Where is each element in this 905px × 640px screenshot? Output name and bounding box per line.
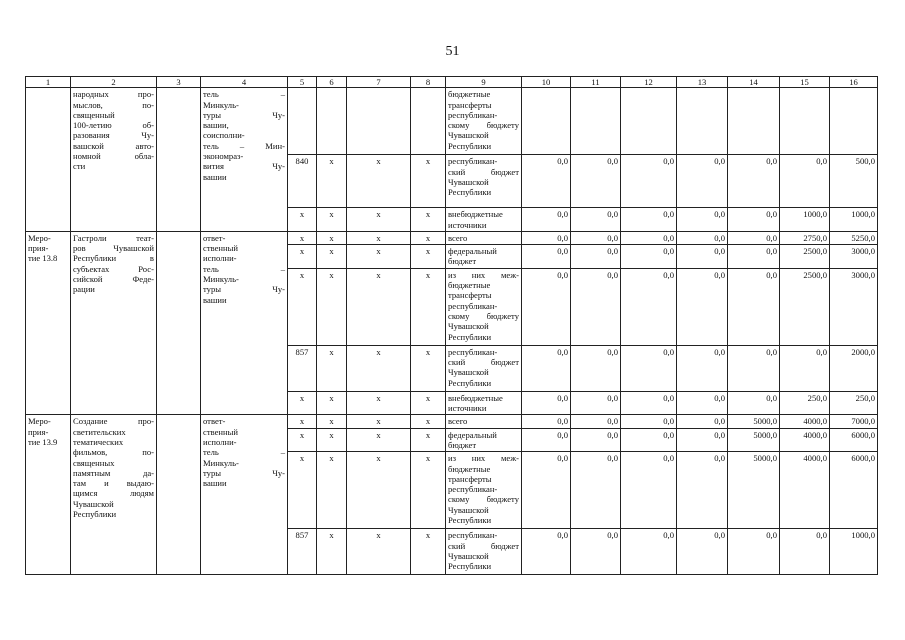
code-cell-c5: х [288, 415, 317, 428]
executor-cell [201, 231, 288, 414]
value-cell: 0,0 [677, 391, 728, 415]
column-number-6: 6 [317, 77, 347, 88]
code-cell-c5: 840 [288, 155, 317, 208]
value-cell: 0,0 [571, 155, 621, 208]
empty-cell [677, 88, 728, 155]
value-cell: 6000,0 [830, 452, 878, 529]
code-cell-c8: х [411, 245, 446, 269]
funding-source-line: Республики [448, 377, 492, 388]
funding-source-cell [446, 231, 522, 244]
code-cell-c7: х [347, 529, 411, 575]
executor-line: вашии [203, 294, 227, 305]
empty-cell [157, 231, 201, 414]
funding-source-line: республикан- [448, 484, 498, 495]
value-cell: 0,0 [621, 415, 677, 428]
value-cell: 0,0 [571, 415, 621, 428]
event-name-line: тематических [73, 436, 124, 447]
funding-source-cell [446, 88, 522, 155]
event-number-line: Меро- [28, 416, 51, 427]
code-cell-c5: х [288, 268, 317, 345]
value-cell: 0,0 [522, 345, 571, 391]
value-cell: 0,0 [677, 452, 728, 529]
value-cell: 0,0 [522, 155, 571, 208]
budget-table [25, 76, 878, 575]
code-cell-c5: 857 [288, 529, 317, 575]
event-number-line: прия- [28, 426, 49, 437]
code-cell-c6: х [317, 529, 347, 575]
value-cell: 0,0 [677, 529, 728, 575]
event-name-line: там и выдаю- [73, 478, 154, 489]
code-cell-c5: х [288, 391, 317, 415]
event-name-line: Республики в [73, 253, 154, 264]
event-number-line: тие 13.9 [28, 436, 58, 447]
value-cell: 0,0 [728, 208, 780, 232]
value-cell: 5000,0 [728, 452, 780, 529]
column-number-2: 2 [71, 77, 157, 88]
code-cell-c6: х [317, 452, 347, 529]
code-cell-c7: х [347, 155, 411, 208]
column-number-5: 5 [288, 77, 317, 88]
funding-source-cell [446, 428, 522, 452]
value-cell: 0,0 [522, 428, 571, 452]
value-cell: 3000,0 [830, 245, 878, 269]
event-name-line: Чувашской [73, 498, 114, 509]
funding-source-line: трансферты [448, 99, 492, 110]
empty-cell [780, 88, 830, 155]
value-cell: 0,0 [571, 208, 621, 232]
code-cell-c8: х [411, 452, 446, 529]
funding-source-cell [446, 391, 522, 415]
column-number-10: 10 [522, 77, 571, 88]
funding-source-line: всего [448, 416, 468, 427]
executor-line: вития Чу- [203, 161, 285, 172]
funding-source-line: Чувашской [448, 176, 489, 187]
value-cell: 0,0 [522, 529, 571, 575]
column-number-8: 8 [411, 77, 446, 88]
executor-line: вашии, [203, 120, 229, 131]
value-cell: 1000,0 [830, 529, 878, 575]
empty-cell [347, 88, 411, 155]
funding-source-line: Республики [448, 187, 492, 198]
event-name-line: Республики [73, 509, 117, 520]
column-number-15: 15 [780, 77, 830, 88]
table-row [26, 88, 878, 155]
value-cell: 4000,0 [780, 452, 830, 529]
code-cell-c5: х [288, 231, 317, 244]
page-number: 51 [445, 44, 460, 59]
value-cell: 500,0 [830, 155, 878, 208]
value-cell: 0,0 [522, 452, 571, 529]
funding-source-line: республикан- [448, 300, 498, 311]
value-cell: 0,0 [728, 245, 780, 269]
event-number-cell [26, 231, 71, 414]
funding-source-line: Республики [448, 561, 492, 572]
funding-source-line: источники [448, 219, 487, 230]
value-cell: 0,0 [522, 245, 571, 269]
funding-source-line: внебюджетные [448, 209, 503, 220]
event-name-cell [71, 415, 157, 575]
executor-line: экономраз- [203, 151, 244, 162]
funding-source-line: республикан- [448, 346, 498, 357]
funding-source-line: трансферты [448, 290, 492, 301]
event-name-line: народных про- [73, 89, 154, 100]
column-number-14: 14 [728, 77, 780, 88]
column-number-4: 4 [201, 77, 288, 88]
code-cell-c7: х [347, 231, 411, 244]
event-name-line: сийской Феде- [73, 274, 154, 285]
value-cell: 0,0 [728, 155, 780, 208]
value-cell: 3000,0 [830, 268, 878, 345]
value-cell: 4000,0 [780, 428, 830, 452]
event-name-line: фильмов, по- [73, 447, 154, 458]
event-name-line: священных [73, 457, 115, 468]
code-cell-c5: х [288, 428, 317, 452]
code-cell-c6: х [317, 208, 347, 232]
code-cell-c5: х [288, 245, 317, 269]
value-cell: 1000,0 [830, 208, 878, 232]
funding-source-line: трансферты [448, 473, 492, 484]
funding-source-cell [446, 345, 522, 391]
value-cell: 1000,0 [780, 208, 830, 232]
value-cell: 0,0 [728, 391, 780, 415]
code-cell-c8: х [411, 231, 446, 244]
value-cell: 0,0 [621, 529, 677, 575]
funding-source-line: из них меж- [448, 269, 519, 280]
executor-line: тель – [203, 263, 285, 274]
code-cell-c8: х [411, 391, 446, 415]
funding-source-line: Чувашской [448, 550, 489, 561]
value-cell: 5000,0 [728, 428, 780, 452]
executor-line: туры Чу- [203, 467, 285, 478]
executor-line: туры Чу- [203, 109, 285, 120]
code-cell-c5: х [288, 208, 317, 232]
code-cell-c8: х [411, 208, 446, 232]
event-name-line: 100-летию об- [73, 120, 154, 131]
value-cell: 2000,0 [830, 345, 878, 391]
value-cell: 5000,0 [728, 415, 780, 428]
executor-line: тель – [203, 89, 285, 100]
funding-source-line: Чувашской [448, 130, 489, 141]
event-name-line: ров Чувашской [73, 243, 154, 254]
funding-source-line: ский бюджет [448, 166, 519, 177]
funding-source-line: источники [448, 403, 487, 414]
funding-source-line: скому бюджету [448, 310, 519, 321]
funding-source-cell [446, 155, 522, 208]
value-cell: 0,0 [728, 345, 780, 391]
value-cell: 0,0 [571, 268, 621, 345]
code-cell-c7: х [347, 452, 411, 529]
funding-source-line: бюджетные [448, 463, 491, 474]
value-cell: 7000,0 [830, 415, 878, 428]
value-cell: 0,0 [677, 245, 728, 269]
value-cell: 0,0 [621, 452, 677, 529]
code-cell-c7: х [347, 208, 411, 232]
event-name-line: памятным да- [73, 467, 154, 478]
value-cell: 2750,0 [780, 231, 830, 244]
code-cell-c6: х [317, 345, 347, 391]
value-cell: 0,0 [677, 208, 728, 232]
event-number-line: тие 13.8 [28, 253, 58, 264]
value-cell: 0,0 [571, 245, 621, 269]
executor-line: соисполни- [203, 130, 245, 141]
code-cell-c7: х [347, 415, 411, 428]
value-cell: 0,0 [571, 428, 621, 452]
event-name-line: священный [73, 109, 115, 120]
funding-source-line: ский бюджет [448, 540, 519, 551]
executor-line: туры Чу- [203, 284, 285, 295]
empty-cell [157, 88, 201, 232]
funding-source-line: бюджетные [448, 89, 491, 100]
event-number-cell [26, 415, 71, 575]
column-number-1: 1 [26, 77, 71, 88]
event-name-line: рации [73, 284, 95, 295]
value-cell: 0,0 [621, 208, 677, 232]
value-cell: 0,0 [677, 428, 728, 452]
executor-line: ственный [203, 243, 238, 254]
value-cell: 0,0 [621, 245, 677, 269]
empty-cell [288, 88, 317, 155]
value-cell: 0,0 [621, 155, 677, 208]
value-cell: 0,0 [522, 415, 571, 428]
funding-source-line: всего [448, 232, 468, 243]
value-cell: 0,0 [571, 391, 621, 415]
value-cell: 0,0 [571, 345, 621, 391]
event-name-line: номной обла- [73, 151, 154, 162]
column-number-7: 7 [347, 77, 411, 88]
funding-source-line: бюджет [448, 439, 477, 450]
executor-line: Минкуль- [203, 99, 239, 110]
column-number-3: 3 [157, 77, 201, 88]
value-cell: 0,0 [780, 529, 830, 575]
funding-source-line: Чувашской [448, 321, 489, 332]
executor-cell [201, 88, 288, 232]
code-cell-c8: х [411, 345, 446, 391]
executor-line: Минкуль- [203, 457, 239, 468]
code-cell-c8: х [411, 155, 446, 208]
funding-source-line: федеральный [448, 246, 497, 257]
value-cell: 0,0 [728, 268, 780, 345]
funding-source-line: из них меж- [448, 453, 519, 464]
executor-line: тель – [203, 447, 285, 458]
code-cell-c8: х [411, 415, 446, 428]
code-cell-c6: х [317, 391, 347, 415]
empty-cell [621, 88, 677, 155]
code-cell-c6: х [317, 155, 347, 208]
code-cell-c6: х [317, 268, 347, 345]
funding-source-line: скому бюджету [448, 494, 519, 505]
code-cell-c7: х [347, 268, 411, 345]
value-cell: 0,0 [677, 345, 728, 391]
event-number-line: Меро- [28, 232, 51, 243]
executor-line: тель – Мин- [203, 140, 285, 151]
funding-source-line: Республики [448, 140, 492, 151]
funding-source-cell [446, 415, 522, 428]
executor-line: ответ- [203, 232, 226, 243]
code-cell-c7: х [347, 245, 411, 269]
value-cell: 0,0 [571, 452, 621, 529]
funding-source-line: скому бюджету [448, 120, 519, 131]
empty-cell [830, 88, 878, 155]
executor-line: исполни- [203, 436, 237, 447]
value-cell: 250,0 [780, 391, 830, 415]
event-number-line: прия- [28, 243, 49, 254]
value-cell: 0,0 [728, 231, 780, 244]
event-cell [26, 88, 71, 232]
code-cell-c8: х [411, 529, 446, 575]
funding-source-line: ский бюджет [448, 357, 519, 368]
code-cell-c8: х [411, 428, 446, 452]
code-cell-c5: х [288, 452, 317, 529]
value-cell: 0,0 [571, 231, 621, 244]
value-cell: 0,0 [571, 529, 621, 575]
value-cell: 4000,0 [780, 415, 830, 428]
code-cell-c6: х [317, 428, 347, 452]
event-name-line: разования Чу- [73, 130, 154, 141]
funding-source-line: бюджет [448, 256, 477, 267]
funding-source-cell [446, 452, 522, 529]
funding-source-cell [446, 208, 522, 232]
value-cell: 0,0 [677, 415, 728, 428]
event-name-line: светительских [73, 426, 126, 437]
funding-source-line: республикан- [448, 156, 498, 167]
value-cell: 0,0 [677, 155, 728, 208]
executor-line: Минкуль- [203, 274, 239, 285]
value-cell: 250,0 [830, 391, 878, 415]
value-cell: 0,0 [522, 208, 571, 232]
header-row [26, 77, 878, 88]
value-cell: 0,0 [621, 268, 677, 345]
column-number-9: 9 [446, 77, 522, 88]
event-name-cell [71, 231, 157, 414]
value-cell: 0,0 [522, 231, 571, 244]
event-name-line: Гастроли теат- [73, 232, 154, 243]
empty-cell [522, 88, 571, 155]
event-name-line: субъектах Рос- [73, 263, 154, 274]
code-cell-c6: х [317, 415, 347, 428]
value-cell: 0,0 [522, 268, 571, 345]
column-number-16: 16 [830, 77, 878, 88]
code-cell-c6: х [317, 245, 347, 269]
empty-cell [571, 88, 621, 155]
funding-source-line: бюджетные [448, 280, 491, 291]
value-cell: 0,0 [780, 155, 830, 208]
column-number-12: 12 [621, 77, 677, 88]
value-cell: 0,0 [522, 391, 571, 415]
value-cell: 0,0 [780, 345, 830, 391]
value-cell: 2500,0 [780, 245, 830, 269]
code-cell-c8: х [411, 268, 446, 345]
value-cell: 6000,0 [830, 428, 878, 452]
funding-source-line: Чувашской [448, 367, 489, 378]
executor-line: вашии [203, 171, 227, 182]
value-cell: 2500,0 [780, 268, 830, 345]
empty-cell [317, 88, 347, 155]
event-name-line: мыслов, по- [73, 99, 154, 110]
value-cell: 0,0 [621, 231, 677, 244]
executor-line: ответ- [203, 416, 226, 427]
executor-line: вашии [203, 478, 227, 489]
event-name-line: Создание про- [73, 416, 154, 427]
funding-source-cell [446, 245, 522, 269]
value-cell: 0,0 [621, 391, 677, 415]
value-cell: 0,0 [621, 345, 677, 391]
funding-source-cell [446, 268, 522, 345]
funding-source-cell [446, 529, 522, 575]
funding-source-line: Республики [448, 331, 492, 342]
value-cell: 5250,0 [830, 231, 878, 244]
code-cell-c7: х [347, 391, 411, 415]
funding-source-line: Чувашской [448, 504, 489, 515]
funding-source-line: федеральный [448, 429, 497, 440]
executor-line: ственный [203, 426, 238, 437]
event-name-line: щимся людям [73, 488, 154, 499]
code-cell-c7: х [347, 428, 411, 452]
value-cell: 0,0 [677, 268, 728, 345]
value-cell: 0,0 [621, 428, 677, 452]
executor-line: исполни- [203, 253, 237, 264]
table-row [26, 231, 878, 244]
value-cell: 0,0 [677, 231, 728, 244]
event-name-line: вашской авто- [73, 140, 154, 151]
code-cell-c6: х [317, 231, 347, 244]
funding-source-line: республикан- [448, 530, 498, 541]
funding-source-line: внебюджетные [448, 392, 503, 403]
code-cell-c5: 857 [288, 345, 317, 391]
executor-cell [201, 415, 288, 575]
empty-cell [157, 415, 201, 575]
funding-source-line: Республики [448, 515, 492, 526]
funding-source-line: республикан- [448, 109, 498, 120]
empty-cell [728, 88, 780, 155]
column-number-11: 11 [571, 77, 621, 88]
code-cell-c7: х [347, 345, 411, 391]
event-name-line: сти [73, 161, 86, 172]
event-name-cell [71, 88, 157, 232]
column-number-13: 13 [677, 77, 728, 88]
table-row [26, 415, 878, 428]
value-cell: 0,0 [728, 529, 780, 575]
empty-cell [411, 88, 446, 155]
